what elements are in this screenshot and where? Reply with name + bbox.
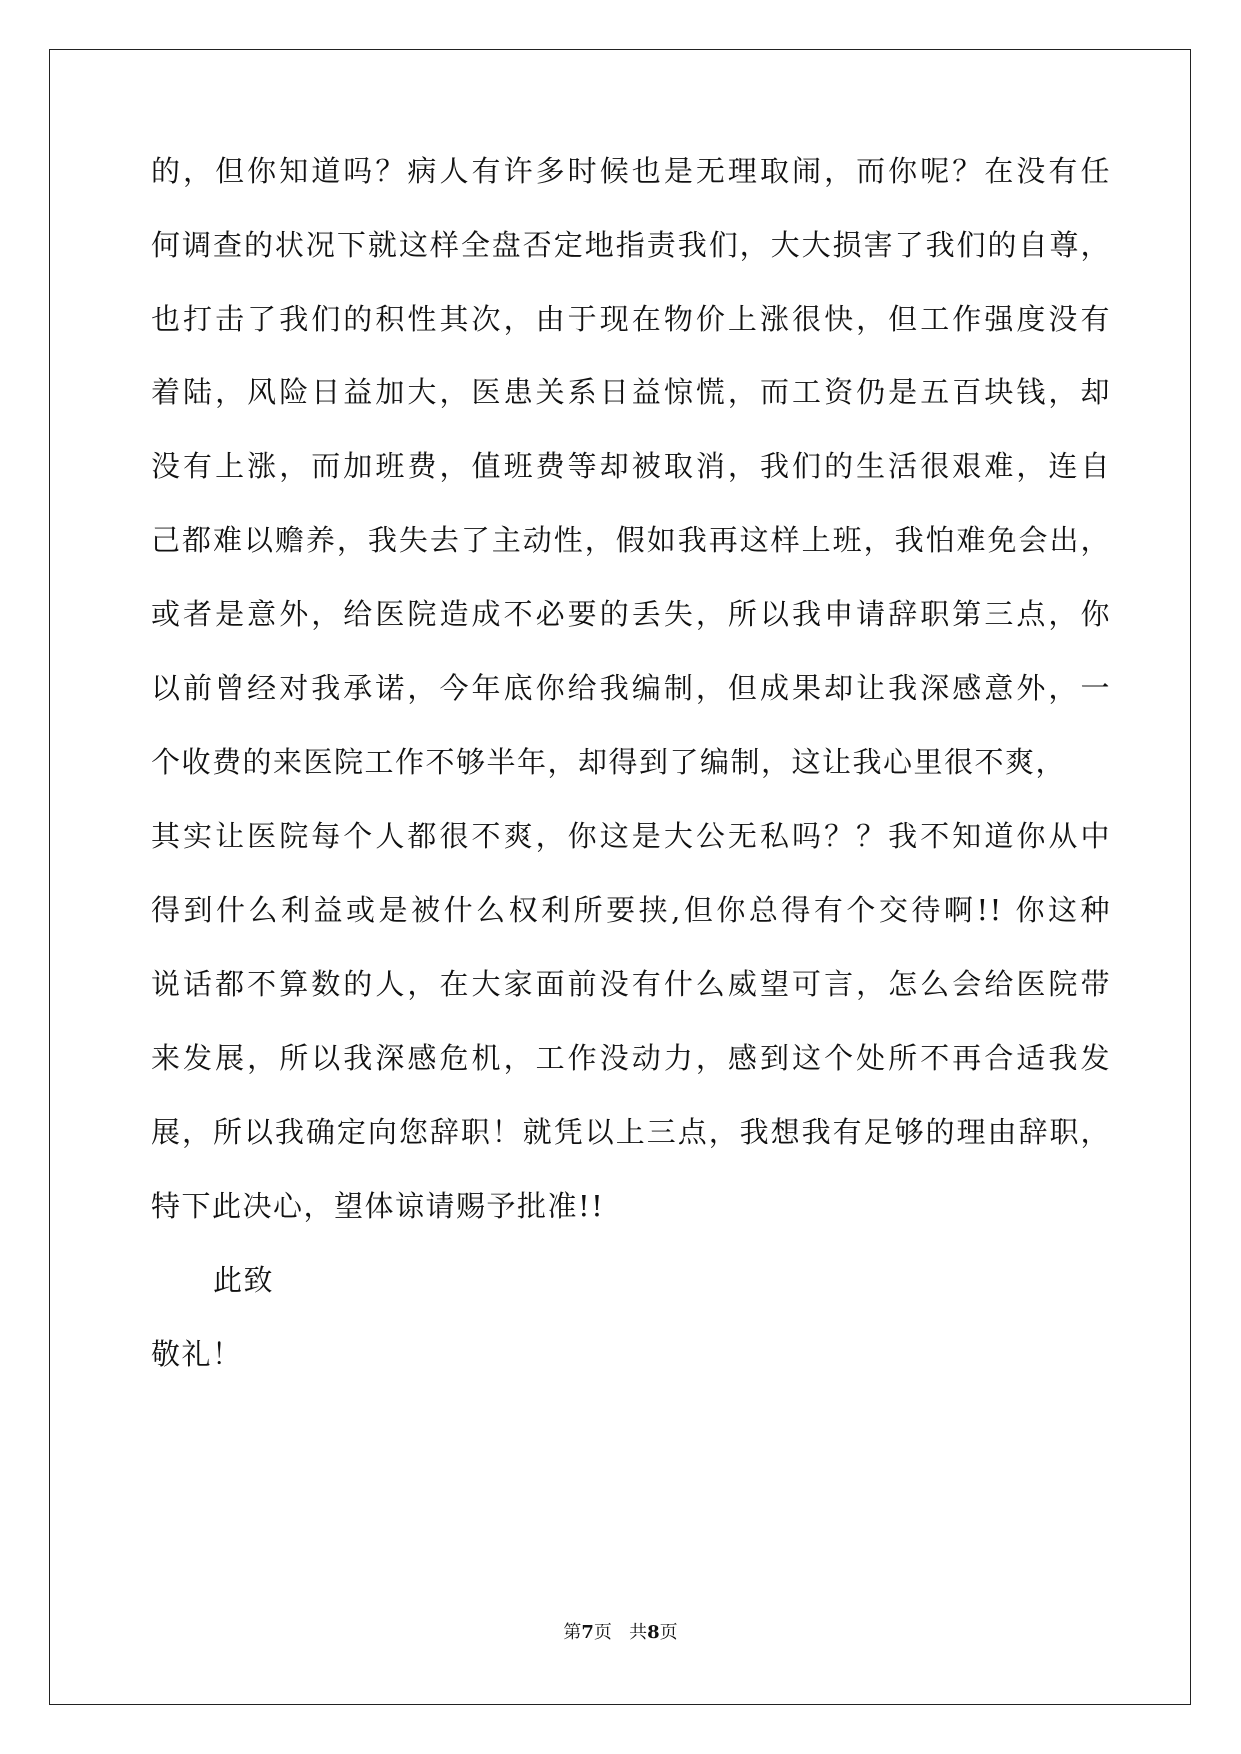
closing-text: 此致 xyxy=(213,1263,275,1297)
salutation-text: 敬礼！ xyxy=(151,1337,243,1371)
body-line: 没有上涨，而加班费，值班费等却被取消，我们的生活很艰难，连自 xyxy=(151,449,1111,483)
page-prefix: 第 xyxy=(563,1622,582,1643)
body-line: 展，所以我确定向您辞职！就凭以上三点，我想我有足够的理由辞职， xyxy=(151,1115,1111,1149)
body-line: 说话都不算数的人，在大家面前没有什么威望可言，怎么会给医院带 xyxy=(151,967,1111,1001)
body-line: 以前曾经对我承诺，今年底你给我编制，但成果却让我深感意外，一 xyxy=(151,671,1111,705)
body-line: 何调查的状况下就这样全盘否定地指责我们，大大损害了我们的自尊， xyxy=(151,228,1111,262)
body-line: 个收费的来医院工作不够半年，却得到了编制，这让我心里很不爽， xyxy=(151,745,1067,779)
body-line: 得到什么利益或是被什么权利所要挟,但你总得有个交待啊!! 你这种 xyxy=(151,893,1111,927)
body-line: 着陆，风险日益加大，医患关系日益惊慌，而工资仍是五百块钱，却 xyxy=(151,375,1111,409)
current-page-number: 7 xyxy=(581,1622,594,1643)
body-line: 也打击了我们的积性其次，由于现在物价上涨很快，但工作强度没有 xyxy=(151,302,1111,336)
total-prefix: 共 xyxy=(629,1622,648,1643)
total-page-number: 8 xyxy=(647,1622,660,1643)
page-border xyxy=(49,49,1191,1705)
body-line: 特下此决心，望体谅请赐予批准!! xyxy=(151,1189,605,1223)
page-suffix: 页 xyxy=(593,1622,612,1643)
body-line: 其实让医院每个人都很不爽，你这是大公无私吗？？我不知道你从中 xyxy=(151,819,1111,853)
body-line: 的，但你知道吗？病人有许多时候也是无理取闹，而你呢？在没有任 xyxy=(151,154,1111,188)
body-line: 或者是意外，给医院造成不必要的丢失，所以我申请辞职第三点，你 xyxy=(151,597,1111,631)
page-footer xyxy=(0,1621,1241,1645)
total-suffix: 页 xyxy=(659,1622,678,1643)
body-line: 来发展，所以我深感危机，工作没动力，感到这个处所不再合适我发 xyxy=(151,1041,1111,1075)
body-line: 己都难以赡养，我失去了主动性，假如我再这样上班，我怕难免会出， xyxy=(151,523,1111,557)
